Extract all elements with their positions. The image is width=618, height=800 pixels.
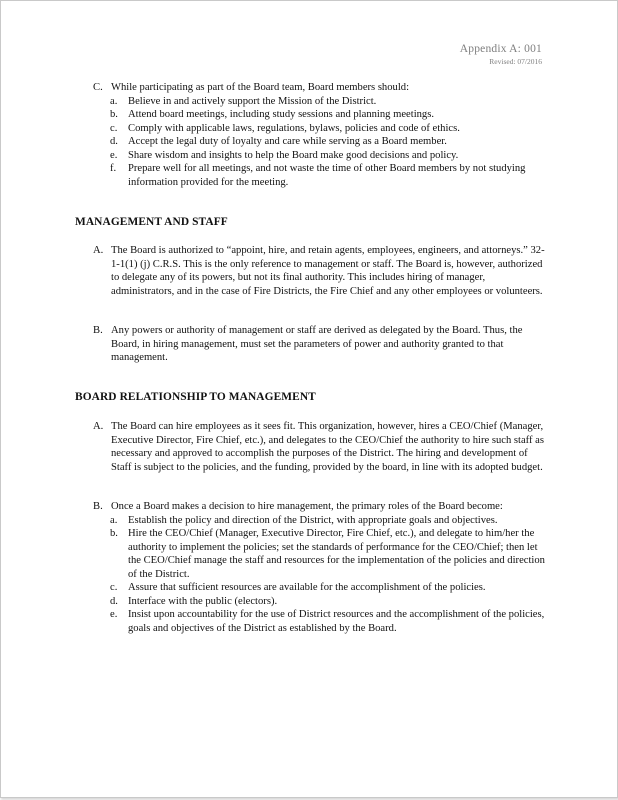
list-item-text: Establish the policy and direction of the District, with appropriate goals and objectives. — [128, 514, 498, 526]
list-item — [110, 527, 551, 581]
list-marker: a. — [110, 95, 118, 107]
revised-date: Revised: 07/2016 — [489, 57, 542, 66]
list-marker: b. — [110, 109, 118, 120]
list-marker: d. — [110, 595, 118, 607]
list-item — [110, 149, 549, 163]
list-marker: c. — [110, 122, 118, 134]
list-item-text: Attend board meetings, including study sessions and planning meetings. — [128, 109, 435, 120]
list-item — [110, 514, 551, 528]
section-c-list — [93, 95, 549, 190]
paragraph-text: The Board can hire employees as it sees fit. This organization, however, hires a CEO/Chief (Manager, Executive Director, Fire Chief, etc.), and delegates to the CEO/Chief the authority to hire such staff as necessary and approved to accomplish the purposes of the District. The hiring and development of Staff is subject to the policies, and the funding, provided by the board, in line with its adopted budget. — [111, 421, 544, 473]
list-marker: e. — [110, 609, 118, 620]
list-item-text: Prepare well for all meetings, and not waste the time of other Board members by not studying information provided for the meeting. — [128, 163, 526, 188]
list-item-text: Share wisdom and insights to help the Board make good decisions and policy. — [128, 149, 459, 161]
management-staff-item-b — [93, 324, 545, 365]
page-header — [460, 43, 542, 66]
list-marker: C. — [93, 82, 103, 93]
paragraph-text: Any powers or authority of management or staff are derived as delegated by the Board. Thus, the Board, in hiring management, must set the parameters of power and authority granted to that management. — [111, 325, 523, 363]
paragraph-text: Once a Board makes a decision to hire management, the primary roles of the Board become: — [111, 501, 503, 512]
board-relationship-item-b — [93, 500, 551, 635]
list-item — [110, 95, 549, 109]
board-relationship-heading: BOARD RELATIONSHIP TO MANAGEMENT — [75, 391, 316, 403]
appendix-label: Appendix A: 001 — [459, 43, 542, 55]
list-marker: b. — [110, 528, 118, 539]
list-marker: A. — [93, 245, 104, 256]
list-marker: f. — [110, 163, 117, 174]
list-item — [110, 595, 551, 609]
list-item — [110, 608, 551, 635]
management-staff-item-a — [93, 244, 545, 298]
list-item-text: Assure that sufficient resources are available for the accomplishment of the policies. — [128, 582, 486, 593]
list-marker: B. — [93, 501, 103, 512]
list-item-text: Insist upon accountability for the use of District resources and the accomplishment of the policies, goals and objectives of the District as established by the Board. — [128, 609, 545, 634]
list-item — [110, 135, 549, 149]
list-marker: d. — [110, 136, 118, 147]
list-item-text: Accept the legal duty of loyalty and care while serving as a Board member. — [128, 136, 447, 147]
list-item — [110, 162, 549, 189]
board-roles-list — [93, 514, 551, 636]
section-c-intro-text: While participating as part of the Board team, Board members should: — [111, 82, 410, 93]
section-c — [93, 81, 549, 189]
list-item — [110, 108, 549, 122]
list-marker: A. — [93, 421, 104, 432]
board-relationship-item-a — [93, 420, 545, 474]
list-marker: a. — [110, 514, 118, 526]
paragraph-text: The Board is authorized to “appoint, hire, and retain agents, employees, engineers, and attorneys.” 32-1-1(1) (j) C.R.S. This is the only reference to management or staff. The Board is, however, authorized to delegate any of its powers, but not its final authority. This includes hiring of manager, administrators, and in the case of Fire Districts, the Fire Chief and any other employees or volunteers. — [111, 245, 545, 297]
section-c-intro — [93, 81, 549, 95]
list-marker: B. — [93, 325, 103, 336]
list-item-text: Interface with the public (electors). — [128, 595, 278, 607]
list-marker: e. — [110, 149, 118, 161]
list-item-text: Hire the CEO/Chief (Manager, Executive Director, Fire Chief, etc.), and delegate to him/her the authority to implement the policies; set the standards of performance for the CEO/Chief; then let the CEO/Chief manage the staff and resources for the implementation of the policies and direction of the District. — [128, 528, 545, 580]
list-item-text: Believe in and actively support the Mission of the District. — [128, 95, 377, 107]
list-item — [110, 122, 549, 136]
list-marker: c. — [110, 582, 118, 593]
list-item-text: Comply with applicable laws, regulations, bylaws, policies and code of ethics. — [128, 122, 460, 134]
list-item — [110, 581, 551, 595]
management-staff-heading: MANAGEMENT AND STAFF — [75, 216, 228, 228]
